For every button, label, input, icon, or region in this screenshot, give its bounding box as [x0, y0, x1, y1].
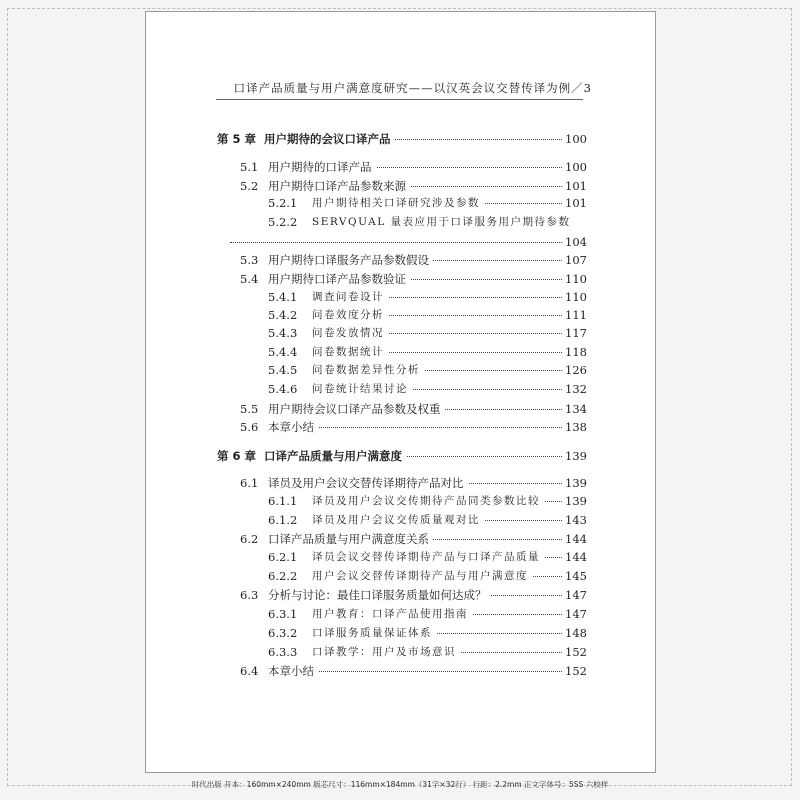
- toc-title: 问卷统计结果讨论: [312, 380, 412, 398]
- toc-number: 6.3.1: [268, 607, 298, 621]
- toc-number: 5.4.6: [268, 382, 298, 396]
- toc-number: 6.2.1: [268, 550, 298, 564]
- toc-entry: [0, 548, 800, 566]
- toc-entry: [0, 586, 800, 604]
- toc-number: 6.3: [240, 588, 259, 602]
- toc-number: 5.4: [240, 272, 259, 286]
- toc-title: 调查问卷设计: [312, 288, 388, 306]
- toc-entry: [0, 418, 800, 436]
- toc-title: 用户期待的会议口译产品: [264, 130, 395, 148]
- toc-number: 6.4: [240, 664, 259, 678]
- toc-page-number: 139: [562, 474, 585, 492]
- toc-chapter: [0, 447, 800, 465]
- toc-page-number: 110: [562, 288, 585, 306]
- running-head: 口译产品质量与用户满意度研究——以汉英会议交替传译为例／3: [233, 81, 592, 95]
- toc-page-number: 138: [562, 418, 585, 436]
- toc-entry: [0, 343, 800, 361]
- toc-page-number: 148: [562, 624, 585, 642]
- toc-page-number: 152: [562, 662, 585, 680]
- toc-leader: [288, 427, 562, 428]
- toc-page-number: 101: [562, 177, 585, 195]
- toc-number: 5.2: [240, 179, 259, 193]
- toc-number: 6.1.2: [268, 513, 298, 527]
- toc-title: 用户会议交替传译期待产品与用户满意度: [312, 567, 532, 585]
- toc-page-number: 132: [562, 380, 585, 398]
- print-footer: 时代出版 开本：160mm×240mm 版芯尺寸：116mm×184mm（31字×32行） 行距：2.2mm 正文字体号：5SS 六校样: [191, 780, 609, 789]
- toc-number: 5.4.2: [268, 308, 298, 322]
- toc-entry: [0, 567, 800, 585]
- toc-page-number: 110: [562, 270, 585, 288]
- toc-number: 6.2.2: [268, 569, 298, 583]
- toc-entry: [0, 361, 800, 379]
- toc-page-number: 145: [562, 567, 585, 585]
- toc-number: 6.3.2: [268, 626, 298, 640]
- toc-entry: [0, 400, 800, 418]
- toc-title: 用户期待的口译产品: [268, 158, 376, 176]
- toc-page-number: 139: [562, 447, 585, 465]
- toc-page-number: 143: [562, 511, 585, 529]
- toc-number: 5.2.2: [268, 215, 298, 229]
- toc-title: 问卷数据统计: [312, 343, 388, 361]
- toc-number: 6.2: [240, 532, 259, 546]
- toc-title: 口译教学：用户及市场意识: [312, 643, 460, 661]
- toc-page-number: 144: [562, 530, 585, 548]
- toc-page-number: 118: [562, 343, 585, 361]
- toc-title: 用户期待口译产品参数来源: [268, 177, 410, 195]
- toc-number: 5.1: [240, 160, 259, 174]
- toc-entry: [0, 288, 800, 306]
- toc-number: 5.3: [240, 253, 259, 267]
- toc-entry: [0, 233, 800, 251]
- toc-leader: [288, 671, 562, 672]
- toc-title: 译员及用户会议交传质量观对比: [312, 511, 484, 529]
- toc-title: 问卷数据差异性分析: [312, 361, 424, 379]
- toc-entry: [0, 624, 800, 642]
- toc-number: 6.1: [240, 476, 259, 490]
- toc-title: 用户期待口译服务产品参数假设: [268, 251, 433, 269]
- toc-entry: [0, 194, 800, 212]
- toc-title: 用户期待口译产品参数验证: [268, 270, 410, 288]
- toc-entry: [0, 530, 800, 548]
- toc-page-number: 100: [562, 158, 585, 176]
- toc-entry: [0, 158, 800, 176]
- toc-title: 口译服务质量保证体系: [312, 624, 436, 642]
- toc-entry: [0, 492, 800, 510]
- toc-page-number: 147: [562, 605, 585, 623]
- toc-page-number: 144: [562, 548, 585, 566]
- toc-title: 本章小结: [268, 418, 318, 436]
- toc-title: 用户期待会议口译产品参数及权重: [268, 400, 445, 418]
- toc-title: 译员会议交替传译期待产品与口译产品质量: [312, 548, 544, 566]
- header-rule: [216, 99, 583, 100]
- toc-chapter: [0, 130, 800, 148]
- toc-number: 5.4.5: [268, 363, 298, 377]
- toc-entry: [0, 177, 800, 195]
- toc-title: 口译产品质量与用户满意度关系: [268, 530, 433, 548]
- toc-title: 问卷效度分析: [312, 306, 388, 324]
- toc-entry: [0, 643, 800, 661]
- toc-title: 口译产品质量与用户满意度: [264, 447, 406, 465]
- toc-page-number: 104: [562, 233, 585, 251]
- toc-number: 6.3.3: [268, 645, 298, 659]
- toc-number: 5.5: [240, 402, 259, 416]
- toc-entry: [0, 474, 800, 492]
- toc-page-number: 101: [562, 194, 585, 212]
- toc-title: 译员及用户会议交传期待产品同类参数比较: [312, 492, 544, 510]
- toc-number: 5.6: [240, 420, 259, 434]
- toc-entry: [0, 213, 800, 231]
- toc-page-number: 111: [562, 306, 585, 324]
- toc-number: 5.4.4: [268, 345, 298, 359]
- toc-entry: [0, 270, 800, 288]
- toc-leader: [230, 242, 562, 243]
- toc-entry: [0, 662, 800, 680]
- toc-number: 5.4.3: [268, 326, 298, 340]
- toc-page-number: 117: [562, 324, 585, 342]
- toc-title: 问卷发放情况: [312, 324, 388, 342]
- toc-number: 5.4.1: [268, 290, 298, 304]
- toc-page-number: 100: [562, 130, 585, 148]
- toc-entry: [0, 380, 800, 398]
- toc-entry: [0, 511, 800, 529]
- toc-title: SERVQUAL 量表应用于口译服务用户期待参数: [312, 213, 575, 231]
- toc-title: 分析与讨论：最佳口译服务质量如何达成？: [268, 586, 491, 604]
- toc-title: 本章小结: [268, 662, 318, 680]
- toc-entry: [0, 306, 800, 324]
- toc-entry: [0, 324, 800, 342]
- toc-entry: [0, 251, 800, 269]
- toc-number: 5.2.1: [268, 196, 298, 210]
- toc-title: 用户教育：口译产品使用指南: [312, 605, 472, 623]
- toc-title: 译员及用户会议交替传译期待产品对比: [268, 474, 468, 492]
- toc-page-number: 134: [562, 400, 585, 418]
- toc-number: 6.1.1: [268, 494, 298, 508]
- toc-title: 用户期待相关口译研究涉及参数: [312, 194, 484, 212]
- toc-page-number: 139: [562, 492, 585, 510]
- toc-number: 第 5 章: [217, 132, 257, 146]
- toc-number: 第 6 章: [217, 449, 257, 463]
- toc-page-number: 147: [562, 586, 585, 604]
- toc-page-number: 152: [562, 643, 585, 661]
- toc-page-number: 107: [562, 251, 585, 269]
- toc-entry: [0, 605, 800, 623]
- toc-page-number: 126: [562, 361, 585, 379]
